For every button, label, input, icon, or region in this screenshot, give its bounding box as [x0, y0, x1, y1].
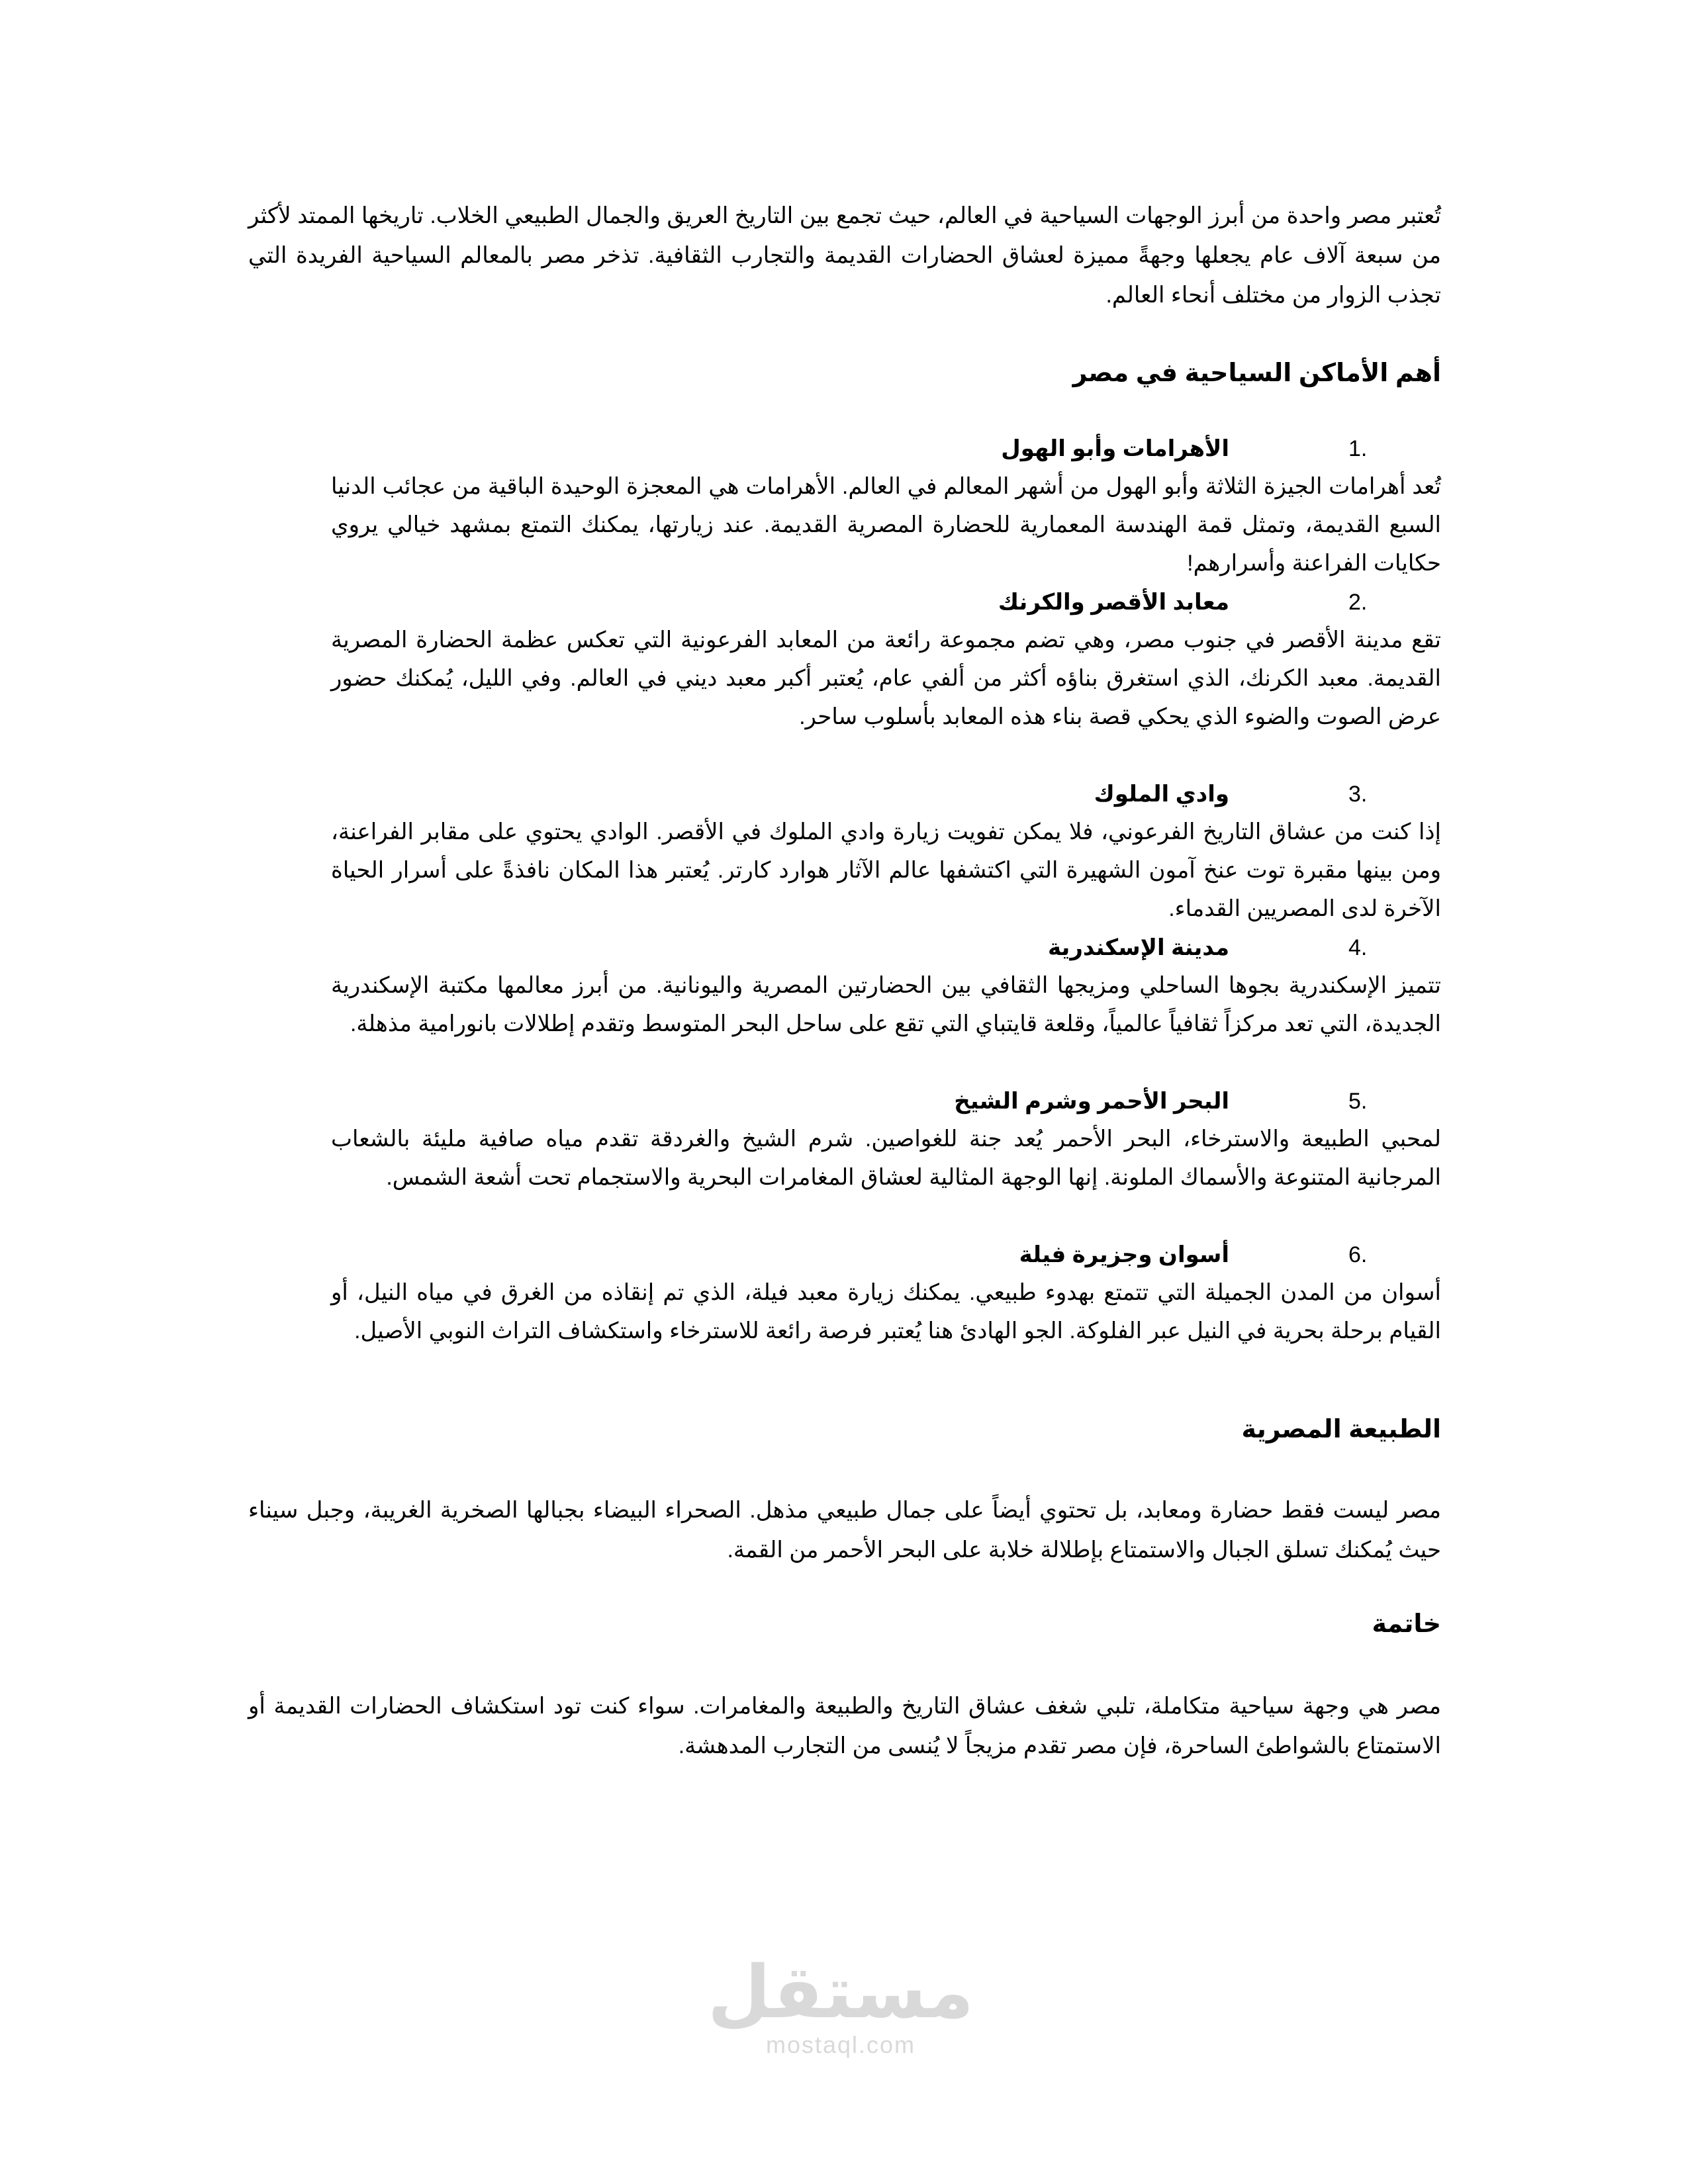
list-item-number: 2.: [1348, 590, 1368, 615]
list-item-body: أسوان من المدن الجميلة التي تتمتع بهدوء طبيعي. يمكنك زيارة معبد فيلة، الذي تم إنقاذه من الغرق في مياه النيل، أو القيام برحلة بحرية في النيل عبر الفلوكة. الجو الهادئ هنا يُعتبر فرصة رائعة للاسترخاء واستكشاف التراث النوبي الأصيل.: [331, 1280, 1441, 1343]
list-item: [331, 929, 1441, 1083]
conclusion-paragraph: مصر هي وجهة سياحية متكاملة، تلبي شغف عشاق التاريخ والطبيعة والمغامرات. سواء كنت تود استكشاف الحضارات القديمة أو الاستمتاع بالشواطئ الساحرة، فإن مصر تقدم مزيجاً لا يُنسى من التجارب المدهشة.: [248, 1694, 1441, 1758]
places-list: [331, 430, 1441, 1390]
list-item-title: البحر الأحمر وشرم الشيخ: [954, 1089, 1229, 1114]
list-item-title: أسوان وجزيرة فيلة: [1019, 1242, 1229, 1267]
list-item-body: إذا كنت من عشاق التاريخ الفرعوني، فلا يمكن تفويت زيارة وادي الملوك في الأقصر. الوادي يحتوي على مقابر الفراعنة، ومن بينها مقبرة توت عنخ آمون الشهيرة التي اكتشفها عالم الآثار هوارد كارتر. يُعتبر هذا المكان نافذةً على أسرار الحياة الآخرة لدى المصريين القدماء.: [331, 819, 1441, 921]
list-item-title: الأهرامات وأبو الهول: [1001, 436, 1229, 461]
list-item: [331, 1083, 1441, 1236]
list-item: [331, 1236, 1441, 1390]
places-heading: أهم الأماكن السياحية في مصر: [1072, 359, 1441, 387]
list-item-body: تقع مدينة الأقصر في جنوب مصر، وهي تضم مجموعة رائعة من المعابد الفرعونية التي تعكس عظمة الحضارة المصرية القديمة. معبد الكرنك، الذي استغرق بناؤه أكثر من ألفي عام، يُعتبر أكبر معبد ديني في العالم. وفي الليل، يُمكنك حضور عرض الصوت والضوء الذي يحكي قصة بناء هذه المعابد بأسلوب ساحر.: [331, 627, 1441, 729]
list-item-number: 3.: [1348, 782, 1368, 807]
watermark-arabic: مستقل: [707, 1950, 974, 2034]
list-item: [331, 776, 1441, 929]
conclusion-heading: خاتمة: [1372, 1610, 1441, 1638]
list-item-number: 1.: [1348, 436, 1368, 461]
list-item-title: معابد الأقصر والكرنك: [998, 590, 1229, 615]
intro-paragraph: تُعتبر مصر واحدة من أبرز الوجهات السياحية في العالم، حيث تجمع بين التاريخ العريق والجمال الطبيعي الخلاب. تاريخها الممتد لأكثر من سبعة آلاف عام يجعلها وجهةً مميزة لعشاق الحضارات القديمة والتجارب الثقافية. تذخر مصر بالمعالم السياحية الفريدة التي تجذب الزوار من مختلف أنحاء العالم.: [248, 203, 1441, 308]
list-item: [331, 430, 1441, 584]
list-item-body: تُعد أهرامات الجيزة الثلاثة وأبو الهول من أشهر المعالم في العالم. الأهرامات هي المعجزة الوحيدة الباقية من عجائب الدنيا السبع القديمة، وتمثل قمة الهندسة المعمارية للحضارة المصرية القديمة. عند زيارتها، يمكنك التمتع بمشهد خيالي يروي حكايات الفراعنة وأسرارهم!: [331, 474, 1441, 576]
mostaql-watermark-logo: [702, 1952, 980, 2058]
list-item-title: مدينة الإسكندرية: [1047, 935, 1229, 960]
list-item-number: 6.: [1348, 1242, 1368, 1267]
list-item-title: وادي الملوك: [1094, 782, 1229, 807]
list-item-number: 4.: [1348, 935, 1368, 960]
list-item: [331, 584, 1441, 776]
list-item-number: 5.: [1348, 1089, 1368, 1114]
nature-heading: الطبيعة المصرية: [1241, 1416, 1441, 1443]
list-item-body: لمحبي الطبيعة والاسترخاء، البحر الأحمر يُعد جنة للغواصين. شرم الشيخ والغردقة تقدم مياه صافية مليئة بالشعاب المرجانية المتنوعة والأسماك الملونة. إنها الوجهة المثالية لعشاق المغامرات البحرية والاستجمام تحت أشعة الشمس.: [331, 1126, 1441, 1190]
nature-paragraph: مصر ليست فقط حضارة ومعابد، بل تحتوي أيضاً على جمال طبيعي مذهل. الصحراء البيضاء بجبالها الصخرية الغريبة، وجبل سيناء حيث يُمكنك تسلق الجبال والاستمتاع بإطلالة خلابة على البحر الأحمر من القمة.: [248, 1498, 1441, 1563]
watermark-latin: mostaql.com: [765, 2031, 916, 2058]
list-item-body: تتميز الإسكندرية بجوها الساحلي ومزيجها الثقافي بين الحضارتين المصرية واليونانية. من أبرز معالمها مكتبة الإسكندرية الجديدة، التي تعد مركزاً ثقافياً عالمياً، وقلعة قايتباي التي تقع على ساحل البحر المتوسط وتقدم إطلالات بانورامية مذهلة.: [331, 973, 1441, 1036]
